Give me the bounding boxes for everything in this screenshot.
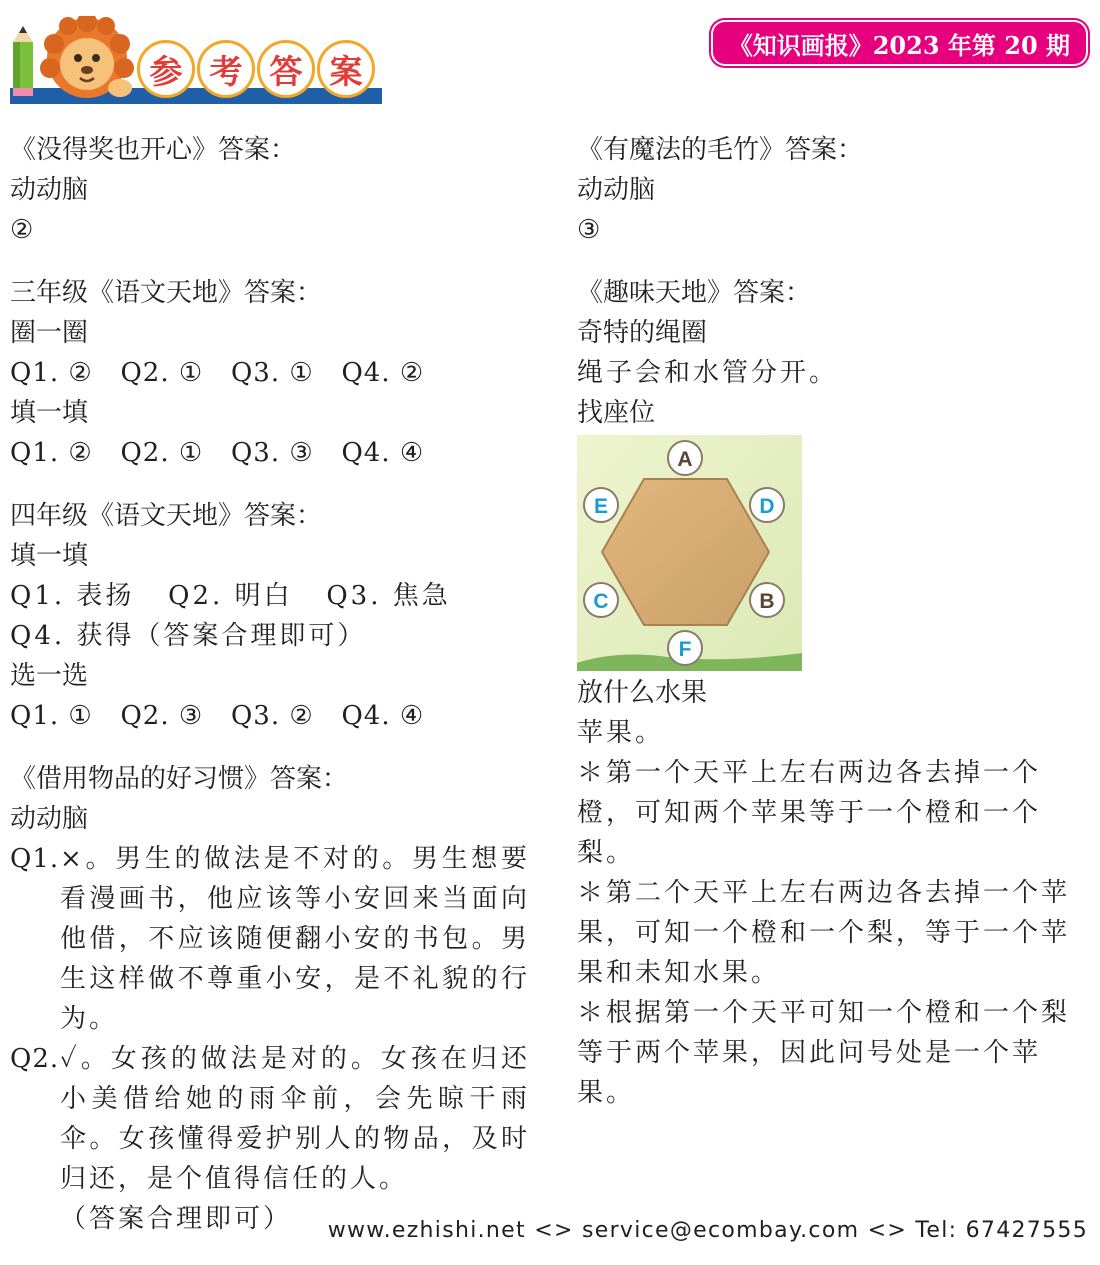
section-title: 《有魔法的毛竹》答案： [577, 135, 864, 165]
seat-label-F: F [678, 638, 692, 661]
answer-paragraph [10, 1039, 530, 1199]
section-subtitle: 奇特的绳圈 [577, 318, 708, 348]
issue-badge: 《知识画报》2023 年第 20 期 [711, 20, 1088, 66]
seat-label-B: B [759, 590, 775, 613]
answer-paragraph: ＊第一个天平上左右两边各去掉一个橙，可知两个苹果等于一个橙和一个梨。 [577, 758, 1042, 868]
section-subtitle: 填一填 [10, 398, 89, 428]
logo-title [137, 40, 375, 98]
seat-label-C: C [593, 590, 609, 613]
section-title: 四年级《语文天地》答案： [10, 501, 323, 531]
question-number: Q1. [10, 844, 60, 874]
logo-char: 案 [317, 40, 375, 98]
answer-line: Q1. ① Q2. ③ Q3. ② Q4. ④ [10, 701, 425, 731]
seat-label-D: D [759, 495, 775, 518]
logo-char: 答 [257, 40, 315, 98]
section-title: 三年级《语文天地》答案： [10, 278, 323, 308]
logo-char: 考 [197, 40, 255, 98]
answer-line: 绳子会和水管分开。 [577, 358, 839, 388]
answer-note: （答案合理即可） [60, 1204, 293, 1234]
section-subtitle: 找座位 [577, 398, 656, 428]
seat-F [668, 631, 702, 665]
seat-B [750, 583, 784, 617]
answer-text: ✓。女孩的做法是对的。女孩在归还小美借给她的雨伞前，会先晾干雨伞。女孩懂得爱护别人的物品，及时归还，是个值得信任的人。 [60, 1044, 530, 1194]
section-subtitle: 选一选 [10, 661, 89, 691]
right-column [577, 130, 1092, 1113]
seat-E [584, 488, 618, 522]
section-subtitle: 放什么水果 [577, 678, 708, 708]
question-number: Q2. [10, 1044, 60, 1074]
section-subtitle: 动动脑 [10, 175, 89, 205]
answer-paragraph: ＊根据第一个天平可知一个橙和一个梨等于两个苹果，因此问号处是一个苹果。 [577, 998, 1071, 1108]
answer-text: ×。男生的做法是不对的。男生想要看漫画书，他应该等小安回来当面向他借，不应该随便翻小安的书包。男生这样做不尊重小安，是不礼貌的行为。 [60, 844, 530, 1034]
answer-line: Q4. 获得（答案合理即可） [10, 621, 367, 651]
section-subtitle: 动动脑 [577, 175, 656, 205]
column-logo [10, 16, 385, 106]
seat-label-A: A [677, 448, 693, 471]
answer-line: 苹果。 [577, 718, 665, 748]
seat-A [668, 441, 702, 475]
section-title: 《趣味天地》答案： [577, 278, 812, 308]
answer-line: Q1. 表扬 Q2. 明白 Q3. 焦急 [10, 581, 451, 611]
answer-line: ② [10, 215, 35, 245]
section-subtitle: 动动脑 [10, 804, 89, 834]
answer-paragraph [10, 839, 530, 1039]
footer-contact: www.ezhishi.net <> service@ecombay.com <> Tel: 67427555 [327, 1218, 1088, 1243]
seat-C [584, 583, 618, 617]
logo-char: 参 [137, 40, 195, 98]
seat-label-E: E [593, 495, 609, 518]
pencil-icon [10, 26, 36, 96]
answer-line: Q1. ② Q2. ① Q3. ① Q4. ② [10, 358, 425, 388]
answer-line: ③ [577, 215, 602, 245]
left-column [10, 130, 530, 1239]
answer-line: Q1. ② Q2. ① Q3. ③ Q4. ④ [10, 438, 425, 468]
lion-mascot-icon [40, 16, 135, 102]
seat-D [750, 488, 784, 522]
section-subtitle: 圈一圈 [10, 318, 89, 348]
answer-paragraph: ＊第二个天平上左右两边各去掉一个苹果，可知一个橙和一个梨，等于一个苹果和未知水果。 [577, 878, 1071, 988]
section-title: 《借用物品的好习惯》答案： [10, 764, 349, 794]
section-subtitle: 填一填 [10, 541, 89, 571]
seat-puzzle-figure [577, 435, 802, 671]
section-title: 《没得奖也开心》答案： [10, 135, 297, 165]
